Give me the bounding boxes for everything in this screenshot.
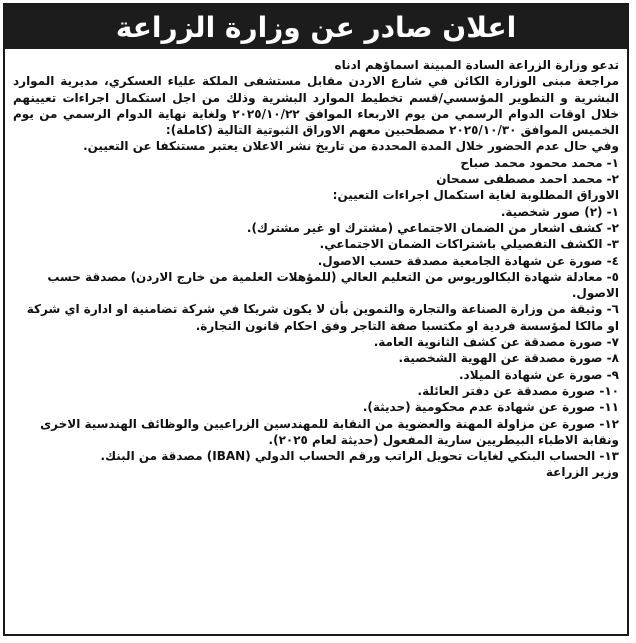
intro-paragraph: مراجعة مبنى الوزارة الكائن في شارع الاردن مقابل مستشفى الملكة علياء العسكري، مديرية الموارد البشرية و التطوير المؤسسي/قسم تخطيط الموارد البشرية وذلك من اجل استكمال اجراءات تعيينهم خلال اوقات الدوام الرسمي من يوم الاربعاء الموافق ٢٠٢٥/١٠/٢٢ ولغاية نهاية الدوام الرسمي من يوم الخميس الموافق ٢٠٢٥/١٠/٣٠ مصطحبين معهم الاوراق الثبوتية التالية (كاملة):: [13, 74, 619, 138]
announcement-body: [13, 57, 619, 630]
document-item: ١٢- صورة عن مزاولة المهنة والعضوية من النقابة للمهندسين الزراعيين والوظائف الهندسية الاخرى ونقابة الاطباء البيطريين سارية المفعول (حديثة لعام ٢٠٢٥).: [40, 416, 619, 447]
document-item: ٩- صورة عن شهادة الميلاد.: [459, 367, 619, 382]
document-item: ٤- صورة عن شهادة الجامعية مصدقة حسب الاصول.: [317, 253, 619, 268]
name-item: ٢- محمد احمد مصطفى سمحان: [436, 172, 619, 187]
document-item: ٢- كشف اشعار من الضمان الاجتماعي (مشترك او غير مشترك).: [246, 220, 619, 235]
announcement-title: اعلان صادر عن وزارة الزراعة: [5, 5, 627, 49]
name-item: ١- محمد محمود محمد صباح: [460, 155, 619, 170]
names-list: [13, 155, 619, 188]
signature: وزير الزراعة: [545, 465, 619, 480]
document-item: ٥- معادلة شهادة البكالوريوس من التعليم العالي (للمؤهلات العلمية من خارج الاردن) مصدقة حسب الاصول.: [47, 269, 619, 301]
document-item: ٨- صورة مصدقة عن الهوية الشخصية.: [398, 351, 619, 366]
document-item: ١١- صورة عن شهادة عدم محكومية (حديثة).: [362, 400, 619, 415]
document-item: ٦- وثيقة من وزارة الصناعة والتجارة والتموين بأن لا يكون شريكا في شركة تضامنية او ادارة اي شركة او مالكا لمؤسسة فردية او مكتسبا صفة التاجر وفق احكام قانون التجارة.: [26, 302, 619, 333]
document-item: ١٠- صورة مصدقة عن دفتر العائلة.: [417, 383, 619, 398]
document-item: ١٣- الحساب البنكي لغايات تحويل الراتب ورقم الحساب الدولي (IBAN) مصدقة من البنك.: [100, 449, 619, 464]
documents-list: [13, 204, 619, 465]
warning-text: وفي حال عدم الحضور خلال المدة المحددة من تاريخ نشر الاعلان يعتبر مستنكفا عن التعيين.: [83, 139, 619, 154]
document-item: ٣- الكشف التفصيلي باشتراكات الضمان الاجتماعي.: [319, 237, 619, 252]
document-item: ٧- صورة مصدقة عن كشف الثانوية العامة.: [373, 335, 619, 350]
announcement-frame: [3, 3, 629, 636]
document-item: ١- (٢) صور شخصية.: [500, 204, 619, 219]
documents-heading: الاوراق المطلوبة لغاية استكمال اجراءات التعيين:: [332, 188, 619, 203]
intro-line: تدعو وزارة الزراعة السادة المبينة اسماؤهم ادناه: [334, 58, 619, 72]
